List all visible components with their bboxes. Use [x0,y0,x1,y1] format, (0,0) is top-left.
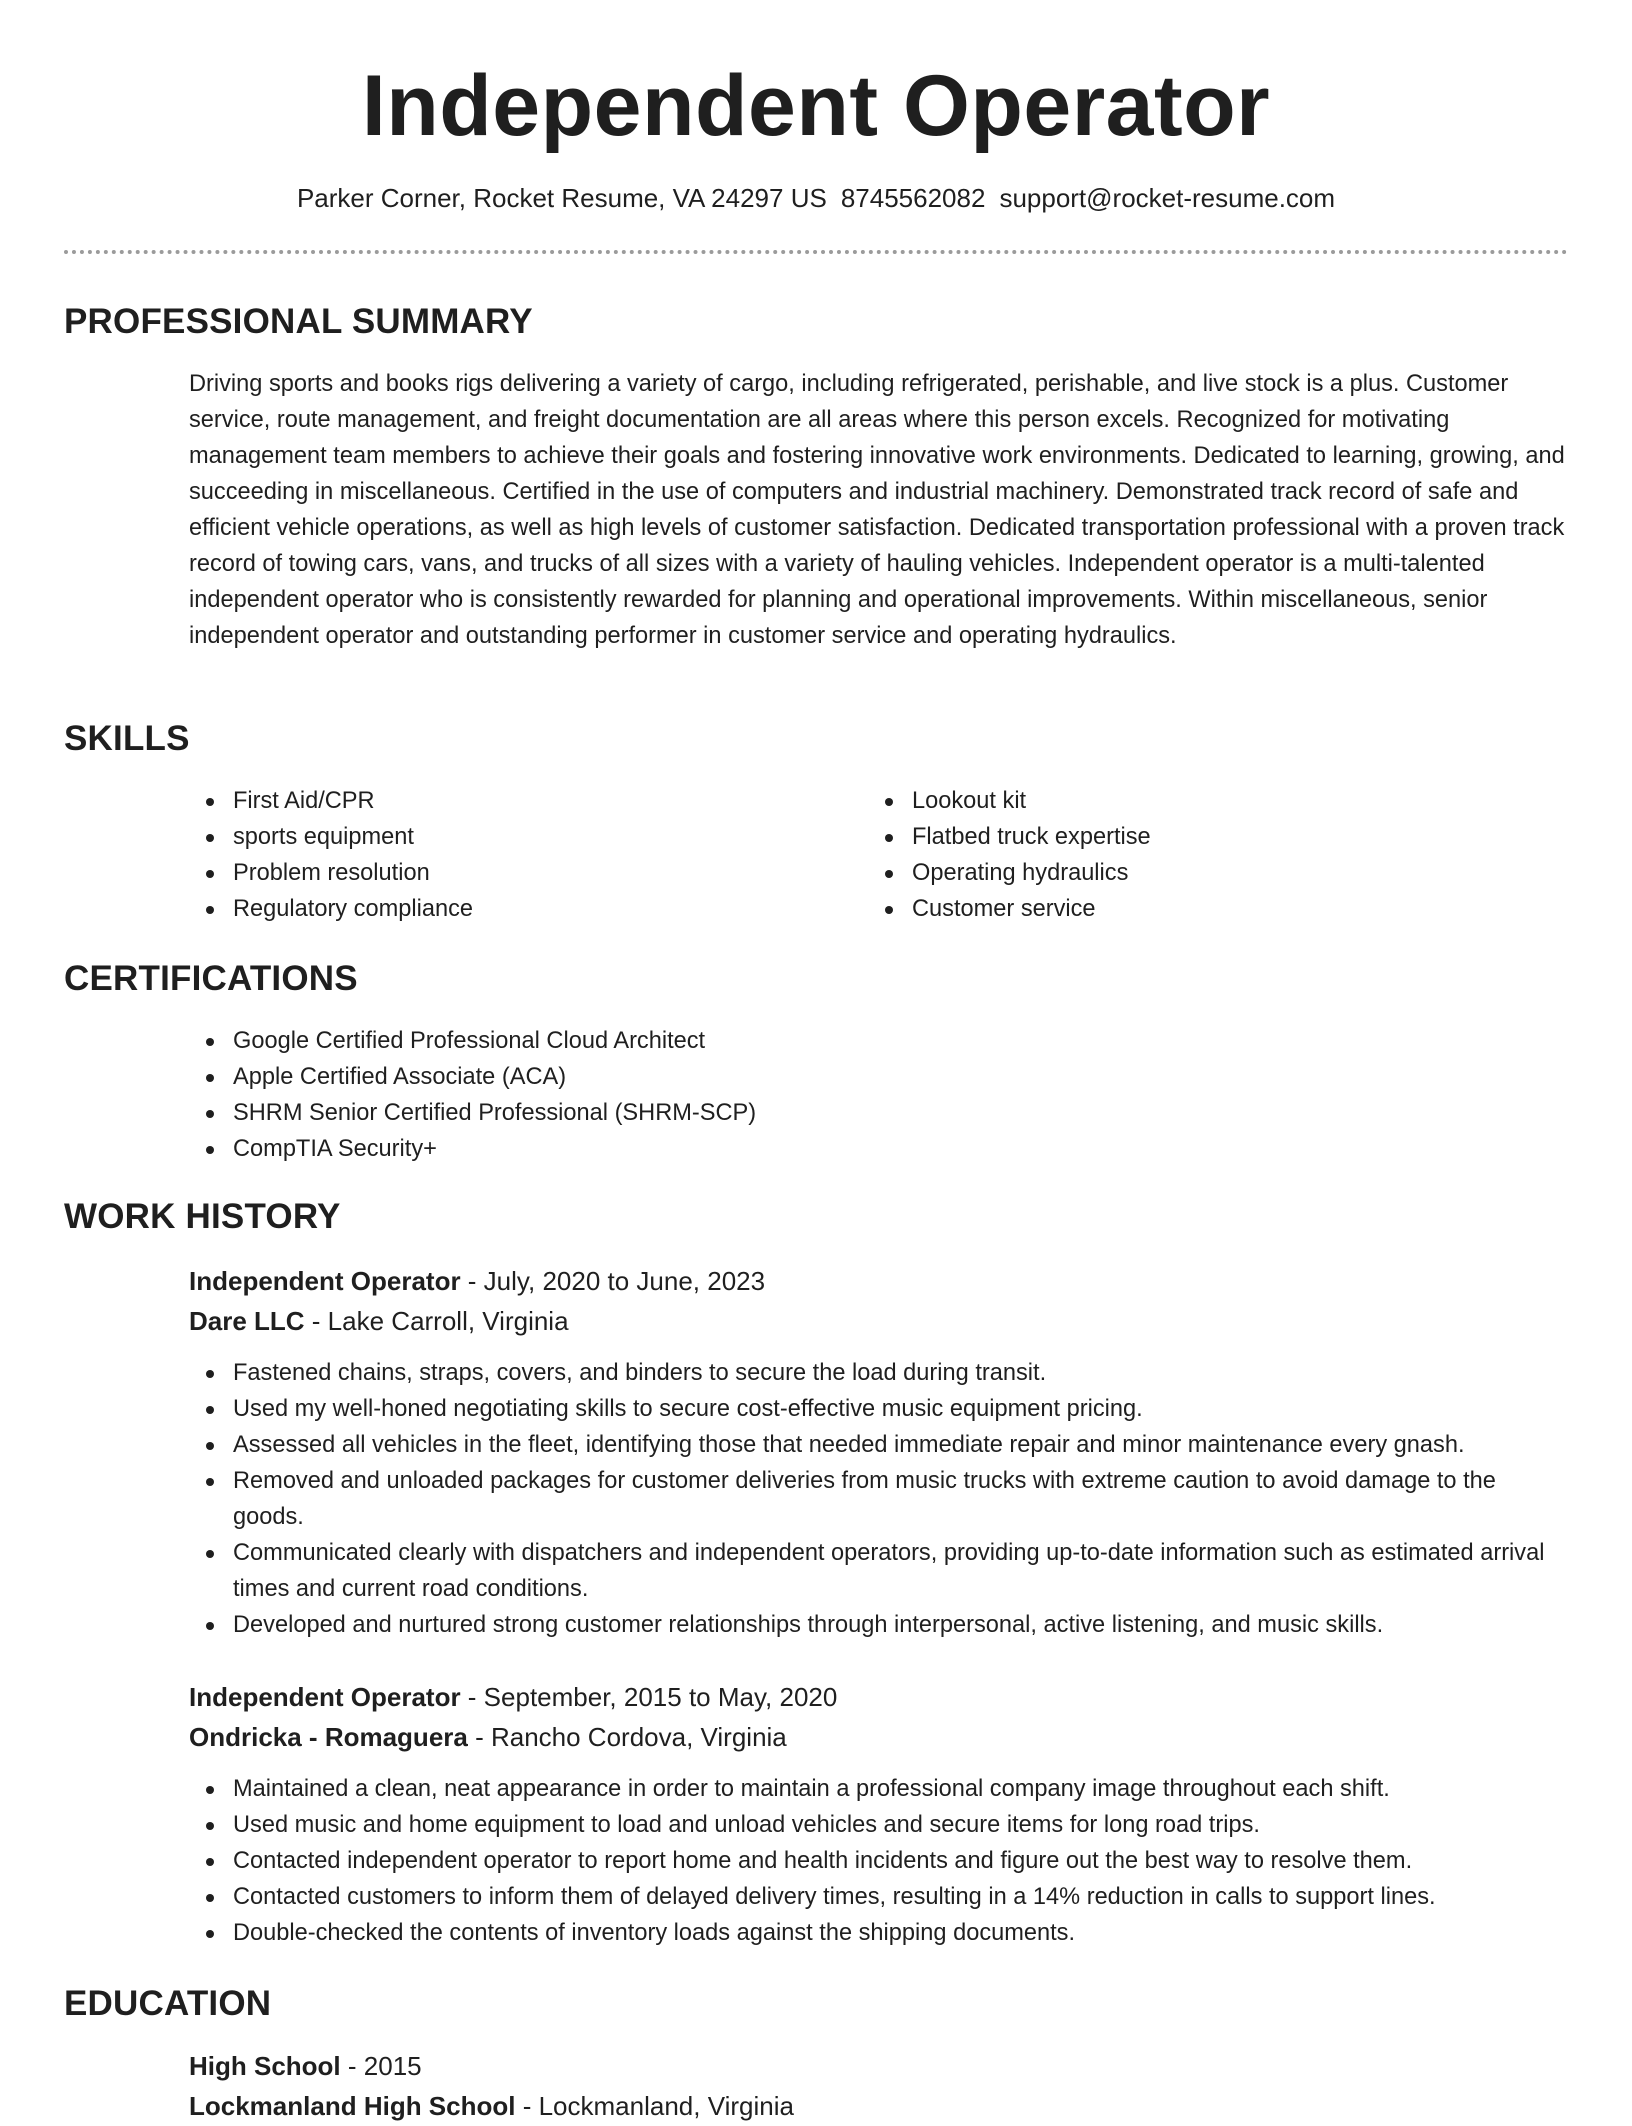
candidate-name: Independent Operator [361,58,1271,154]
certification-item: CompTIA Security+ [189,1131,1569,1167]
job-duty-item: Contacted independent operator to report home and health incidents and figure out the best way to resolve them. [189,1843,1569,1879]
skill-item: Regulatory compliance [189,891,809,927]
certification-item: SHRM Senior Certified Professional (SHRM-SCP) [189,1095,1569,1131]
job-duty-item: Assessed all vehicles in the fleet, identifying those that needed immediate repair and minor maintenance every gnash. [189,1427,1569,1463]
job-duty-item: Used my well-honed negotiating skills to secure cost-effective music equipment pricing. [189,1391,1569,1427]
contact-line [0,180,1632,216]
job-duties-list [189,1355,1569,1643]
section-title-certifications: CERTIFICATIONS [64,959,358,998]
job-role: Independent Operator [189,1266,461,1296]
contact-phone: 8745562082 [840,183,986,213]
skill-item: Flatbed truck expertise [868,819,1488,855]
certification-item: Apple Certified Associate (ACA) [189,1059,1569,1095]
skill-item: Operating hydraulics [868,855,1488,891]
job-duties-list [189,1771,1569,1951]
certification-item: Google Certified Professional Cloud Architect [189,1023,1569,1059]
job-location: - Lake Carroll, Virginia [304,1306,569,1336]
job-title-line [189,1261,765,1301]
job-company-line [189,1301,569,1341]
certifications-list [189,1023,1569,1167]
job-duty-item: Removed and unloaded packages for customer deliveries from music trucks with extreme caution to avoid damage to the goods. [189,1463,1569,1535]
education-year: - 2015 [340,2051,422,2081]
skills-column-right [868,783,1488,927]
section-title-skills: SKILLS [64,719,190,758]
header-divider [64,250,1568,254]
education-location: - Lockmanland, Virginia [515,2091,794,2121]
job-duty-item: Double-checked the contents of inventory loads against the shipping documents. [189,1915,1569,1951]
skill-item: sports equipment [189,819,809,855]
job-duty-item: Contacted customers to inform them of delayed delivery times, resulting in a 14% reduction in calls to support lines. [189,1879,1569,1915]
education-degree-line [189,2046,422,2086]
contact-address: Parker Corner, Rocket Resume, VA 24297 US [296,183,827,213]
job-duty-item: Communicated clearly with dispatchers and independent operators, providing up-to-date information such as estimated arrival times and current road conditions. [189,1535,1569,1607]
job-company: Ondricka - Romaguera [189,1722,468,1752]
summary-text: Driving sports and books rigs delivering a variety of cargo, including refrigerated, perishable, and live stock is a plus. Customer service, route management, and freight documentation are all areas where this person excels. Recognized for motivating management team members to achieve their goals and fostering innovative work environments. Dedicated to learning, growing, and succeeding in miscellaneous. Certified in the use of computers and industrial machinery. Demonstrated track record of safe and efficient vehicle operations, as well as high levels of customer satisfaction. Dedicated transportation professional with a proven track record of towing cars, vans, and trucks of all sizes with a variety of hauling vehicles. Independent operator is a multi-talented independent operator who is consistently rewarded for planning and operational improvements. Within miscellaneous, senior independent operator and outstanding performer in customer service and operating hydraulics. [189,371,1565,649]
skill-item: Lookout kit [868,783,1488,819]
skill-item: Customer service [868,891,1488,927]
education-school: Lockmanland High School [189,2091,516,2121]
education-school-line [189,2086,794,2126]
section-title-education: EDUCATION [64,1984,272,2023]
skill-item: Problem resolution [189,855,809,891]
section-title-work-history: WORK HISTORY [64,1197,341,1236]
job-company-line [189,1717,787,1757]
education-degree: High School [189,2051,341,2081]
skill-item: First Aid/CPR [189,783,809,819]
section-title-summary: PROFESSIONAL SUMMARY [64,302,533,341]
job-dates: - July, 2020 to June, 2023 [460,1266,766,1296]
skills-column-left [189,783,809,927]
job-company: Dare LLC [189,1306,305,1336]
job-role: Independent Operator [189,1682,461,1712]
job-duty-item: Maintained a clean, neat appearance in order to maintain a professional company image throughout each shift. [189,1771,1569,1807]
contact-email: support@rocket-resume.com [999,183,1336,213]
job-title-line [189,1677,837,1717]
job-duty-item: Developed and nurtured strong customer relationships through interpersonal, active listening, and music skills. [189,1607,1569,1643]
job-duty-item: Fastened chains, straps, covers, and binders to secure the load during transit. [189,1355,1569,1391]
job-location: - Rancho Cordova, Virginia [467,1722,787,1752]
job-dates: - September, 2015 to May, 2020 [460,1682,838,1712]
job-duty-item: Used music and home equipment to load and unload vehicles and secure items for long road trips. [189,1807,1569,1843]
